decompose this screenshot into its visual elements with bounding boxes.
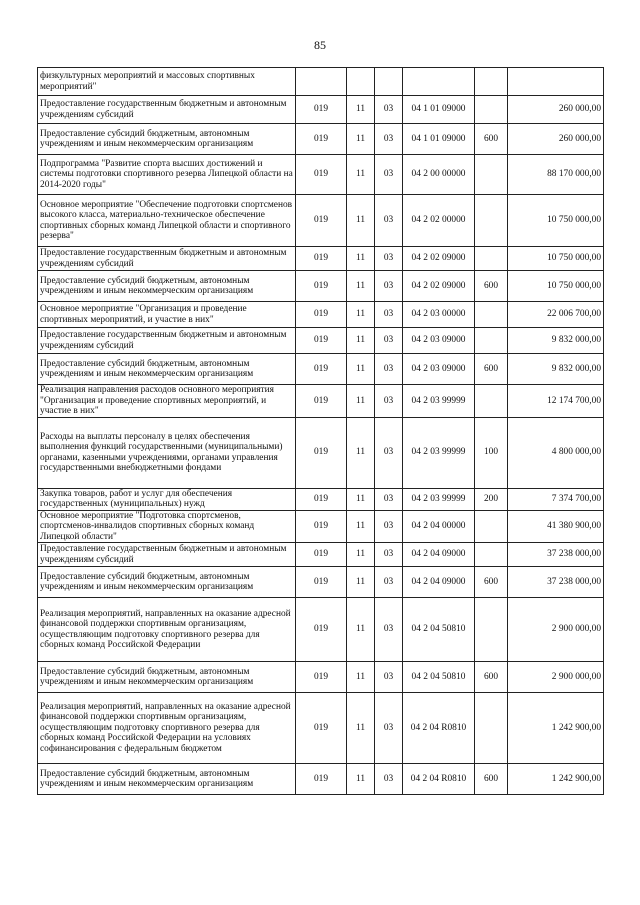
row-name-cell: Реализация мероприятий, направленных на оказание адресной финансовой поддержки спортивным организациям, осуществляющим подготовку спортивного резерва для сборных команд Российской Федерации xyxy=(38,598,296,662)
row-sum-cell: 37 238 000,00 xyxy=(508,567,604,598)
table-row xyxy=(38,328,604,354)
row-gr-cell: 019 xyxy=(296,567,347,598)
budget-table xyxy=(37,67,604,795)
row-sum-cell: 22 006 700,00 xyxy=(508,302,604,328)
table-row xyxy=(38,567,604,598)
row-vr-cell: 600 xyxy=(475,764,508,795)
row-sum-cell: 2 900 000,00 xyxy=(508,598,604,662)
row-sum-cell: 12 174 700,00 xyxy=(508,385,604,418)
row-gr-cell: 019 xyxy=(296,354,347,385)
row-gr-cell: 019 xyxy=(296,195,347,247)
row-name-cell: Основное мероприятие "Организация и проведение спортивных мероприятий, и участие в них" xyxy=(38,302,296,328)
row-csr-cell: 04 2 04 09000 xyxy=(403,567,475,598)
row-sum-cell: 1 242 900,00 xyxy=(508,764,604,795)
row-rz-cell: 11 xyxy=(347,567,375,598)
row-csr-cell: 04 2 04 R0810 xyxy=(403,693,475,764)
table-row xyxy=(38,96,604,124)
table-row xyxy=(38,155,604,195)
row-rz-cell: 11 xyxy=(347,764,375,795)
row-gr-cell xyxy=(296,68,347,96)
row-name-cell: Предоставление государственным бюджетным и автономным учреждениям субсидий xyxy=(38,247,296,271)
row-csr-cell: 04 2 02 00000 xyxy=(403,195,475,247)
row-csr-cell: 04 2 03 09000 xyxy=(403,354,475,385)
table-row xyxy=(38,302,604,328)
row-vr-cell xyxy=(475,543,508,567)
row-csr-cell: 04 2 04 00000 xyxy=(403,510,475,543)
table-row xyxy=(38,543,604,567)
row-pr-cell: 03 xyxy=(375,693,403,764)
row-pr-cell: 03 xyxy=(375,354,403,385)
row-pr-cell: 03 xyxy=(375,155,403,195)
row-gr-cell: 019 xyxy=(296,96,347,124)
table-row xyxy=(38,510,604,543)
row-rz-cell: 11 xyxy=(347,124,375,155)
row-vr-cell xyxy=(475,385,508,418)
row-sum-cell: 10 750 000,00 xyxy=(508,195,604,247)
row-vr-cell: 600 xyxy=(475,567,508,598)
row-gr-cell: 019 xyxy=(296,417,347,488)
table-row xyxy=(38,598,604,662)
row-sum-cell: 88 170 000,00 xyxy=(508,155,604,195)
row-sum-cell: 9 832 000,00 xyxy=(508,354,604,385)
row-pr-cell: 03 xyxy=(375,328,403,354)
row-name-cell: Предоставление государственным бюджетным и автономным учреждениям субсидий xyxy=(38,543,296,567)
row-rz-cell: 11 xyxy=(347,96,375,124)
row-name-cell: Предоставление субсидий бюджетным, автономным учреждениям и иным некоммерческим организациям xyxy=(38,567,296,598)
row-sum-cell: 37 238 000,00 xyxy=(508,543,604,567)
row-gr-cell: 019 xyxy=(296,598,347,662)
row-csr-cell: 04 2 03 00000 xyxy=(403,302,475,328)
row-vr-cell: 600 xyxy=(475,662,508,693)
row-rz-cell: 11 xyxy=(347,247,375,271)
row-vr-cell: 600 xyxy=(475,124,508,155)
row-name-cell: Подпрограмма "Развитие спорта высших достижений и системы подготовки спортивного резерва Липецкой области на 2014-2020 годы" xyxy=(38,155,296,195)
row-pr-cell: 03 xyxy=(375,662,403,693)
row-pr-cell: 03 xyxy=(375,385,403,418)
row-rz-cell: 11 xyxy=(347,417,375,488)
row-csr-cell: 04 2 04 50810 xyxy=(403,662,475,693)
row-sum-cell: 41 380 900,00 xyxy=(508,510,604,543)
table-row xyxy=(38,385,604,418)
row-gr-cell: 019 xyxy=(296,247,347,271)
row-pr-cell: 03 xyxy=(375,417,403,488)
row-csr-cell: 04 2 00 00000 xyxy=(403,155,475,195)
row-vr-cell: 200 xyxy=(475,488,508,510)
row-rz-cell: 11 xyxy=(347,598,375,662)
row-pr-cell: 03 xyxy=(375,302,403,328)
table-row xyxy=(38,195,604,247)
row-name-cell: Предоставление государственным бюджетным и автономным учреждениям субсидий xyxy=(38,328,296,354)
row-name-cell: Предоставление субсидий бюджетным, автономным учреждениям и иным некоммерческим организациям xyxy=(38,354,296,385)
row-sum-cell: 260 000,00 xyxy=(508,124,604,155)
table-body xyxy=(38,68,604,795)
row-rz-cell: 11 xyxy=(347,155,375,195)
row-name-cell: Основное мероприятие "Подготовка спортсменов, спортсменов-инвалидов спортивных сборных команд Липецкой области" xyxy=(38,510,296,543)
row-pr-cell: 03 xyxy=(375,598,403,662)
row-name-cell: Предоставление субсидий бюджетным, автономным учреждениям и иным некоммерческим организациям xyxy=(38,271,296,302)
row-gr-cell: 019 xyxy=(296,302,347,328)
table-row xyxy=(38,247,604,271)
row-gr-cell: 019 xyxy=(296,764,347,795)
row-name-cell: Предоставление субсидий бюджетным, автономным учреждениям и иным некоммерческим организациям xyxy=(38,124,296,155)
row-sum-cell: 10 750 000,00 xyxy=(508,271,604,302)
row-gr-cell: 019 xyxy=(296,662,347,693)
row-vr-cell xyxy=(475,328,508,354)
page-number: 85 xyxy=(314,38,326,52)
row-name-cell: физкультурных мероприятий и массовых спортивных мероприятий" xyxy=(38,68,296,96)
row-sum-cell: 10 750 000,00 xyxy=(508,247,604,271)
row-name-cell: Расходы на выплаты персоналу в целях обеспечения выполнения функций государственными (муниципальными) органами, казенными учреждениями, органами управления государственными внебюджетными фондами xyxy=(38,417,296,488)
row-gr-cell: 019 xyxy=(296,693,347,764)
row-csr-cell: 04 2 03 09000 xyxy=(403,328,475,354)
row-gr-cell: 019 xyxy=(296,271,347,302)
row-sum-cell: 2 900 000,00 xyxy=(508,662,604,693)
row-name-cell: Основное мероприятие "Обеспечение подготовки спортсменов высокого класса, материально-техническое обеспечение спортивных сборных команд Липецкой области и спортивного резерва" xyxy=(38,195,296,247)
row-name-cell: Закупка товаров, работ и услуг для обеспечения государственных (муниципальных) нужд xyxy=(38,488,296,510)
row-csr-cell: 04 2 03 99999 xyxy=(403,488,475,510)
row-name-cell: Предоставление субсидий бюджетным, автономным учреждениям и иным некоммерческим организациям xyxy=(38,764,296,795)
table-row xyxy=(38,693,604,764)
row-csr-cell: 04 2 04 09000 xyxy=(403,543,475,567)
table-row xyxy=(38,68,604,96)
row-sum-cell: 7 374 700,00 xyxy=(508,488,604,510)
table-row xyxy=(38,488,604,510)
row-pr-cell xyxy=(375,68,403,96)
row-pr-cell: 03 xyxy=(375,195,403,247)
row-vr-cell: 600 xyxy=(475,354,508,385)
row-gr-cell: 019 xyxy=(296,488,347,510)
row-rz-cell: 11 xyxy=(347,662,375,693)
row-vr-cell xyxy=(475,68,508,96)
row-vr-cell xyxy=(475,247,508,271)
row-sum-cell: 9 832 000,00 xyxy=(508,328,604,354)
row-vr-cell xyxy=(475,693,508,764)
row-vr-cell xyxy=(475,195,508,247)
row-rz-cell: 11 xyxy=(347,195,375,247)
row-name-cell: Реализация направления расходов основного мероприятия "Организация и проведение спортивных мероприятий, и участие в них" xyxy=(38,385,296,418)
row-gr-cell: 019 xyxy=(296,385,347,418)
row-rz-cell: 11 xyxy=(347,302,375,328)
row-gr-cell: 019 xyxy=(296,124,347,155)
table-row xyxy=(38,764,604,795)
row-csr-cell: 04 2 03 99999 xyxy=(403,385,475,418)
row-vr-cell: 100 xyxy=(475,417,508,488)
row-rz-cell: 11 xyxy=(347,328,375,354)
row-rz-cell: 11 xyxy=(347,271,375,302)
row-vr-cell xyxy=(475,302,508,328)
row-pr-cell: 03 xyxy=(375,124,403,155)
row-pr-cell: 03 xyxy=(375,271,403,302)
row-sum-cell: 4 800 000,00 xyxy=(508,417,604,488)
row-gr-cell: 019 xyxy=(296,510,347,543)
row-name-cell: Реализация мероприятий, направленных на оказание адресной финансовой поддержки спортивным организациям, осуществляющим подготовку спортивного резерва для сборных команд Российской Федерации на условиях софинансирования с федеральным бюджетом xyxy=(38,693,296,764)
row-sum-cell xyxy=(508,68,604,96)
row-rz-cell: 11 xyxy=(347,385,375,418)
row-pr-cell: 03 xyxy=(375,488,403,510)
row-rz-cell: 11 xyxy=(347,510,375,543)
table-row xyxy=(38,124,604,155)
row-gr-cell: 019 xyxy=(296,155,347,195)
row-pr-cell: 03 xyxy=(375,510,403,543)
row-vr-cell xyxy=(475,96,508,124)
row-pr-cell: 03 xyxy=(375,543,403,567)
row-pr-cell: 03 xyxy=(375,96,403,124)
table-row xyxy=(38,662,604,693)
row-csr-cell xyxy=(403,68,475,96)
row-gr-cell: 019 xyxy=(296,543,347,567)
row-pr-cell: 03 xyxy=(375,247,403,271)
row-csr-cell: 04 1 01 09000 xyxy=(403,124,475,155)
row-csr-cell: 04 2 02 09000 xyxy=(403,247,475,271)
row-csr-cell: 04 1 01 09000 xyxy=(403,96,475,124)
row-csr-cell: 04 2 02 09000 xyxy=(403,271,475,302)
row-csr-cell: 04 2 03 99999 xyxy=(403,417,475,488)
row-rz-cell xyxy=(347,68,375,96)
row-rz-cell: 11 xyxy=(347,693,375,764)
table-row xyxy=(38,417,604,488)
row-vr-cell: 600 xyxy=(475,271,508,302)
row-gr-cell: 019 xyxy=(296,328,347,354)
row-rz-cell: 11 xyxy=(347,543,375,567)
row-rz-cell: 11 xyxy=(347,488,375,510)
row-sum-cell: 1 242 900,00 xyxy=(508,693,604,764)
row-csr-cell: 04 2 04 50810 xyxy=(403,598,475,662)
row-csr-cell: 04 2 04 R0810 xyxy=(403,764,475,795)
row-sum-cell: 260 000,00 xyxy=(508,96,604,124)
table-row xyxy=(38,354,604,385)
row-rz-cell: 11 xyxy=(347,354,375,385)
row-name-cell: Предоставление государственным бюджетным и автономным учреждениям субсидий xyxy=(38,96,296,124)
row-vr-cell xyxy=(475,598,508,662)
row-pr-cell: 03 xyxy=(375,567,403,598)
row-name-cell: Предоставление субсидий бюджетным, автономным учреждениям и иным некоммерческим организациям xyxy=(38,662,296,693)
row-vr-cell xyxy=(475,155,508,195)
table-row xyxy=(38,271,604,302)
row-vr-cell xyxy=(475,510,508,543)
row-pr-cell: 03 xyxy=(375,764,403,795)
